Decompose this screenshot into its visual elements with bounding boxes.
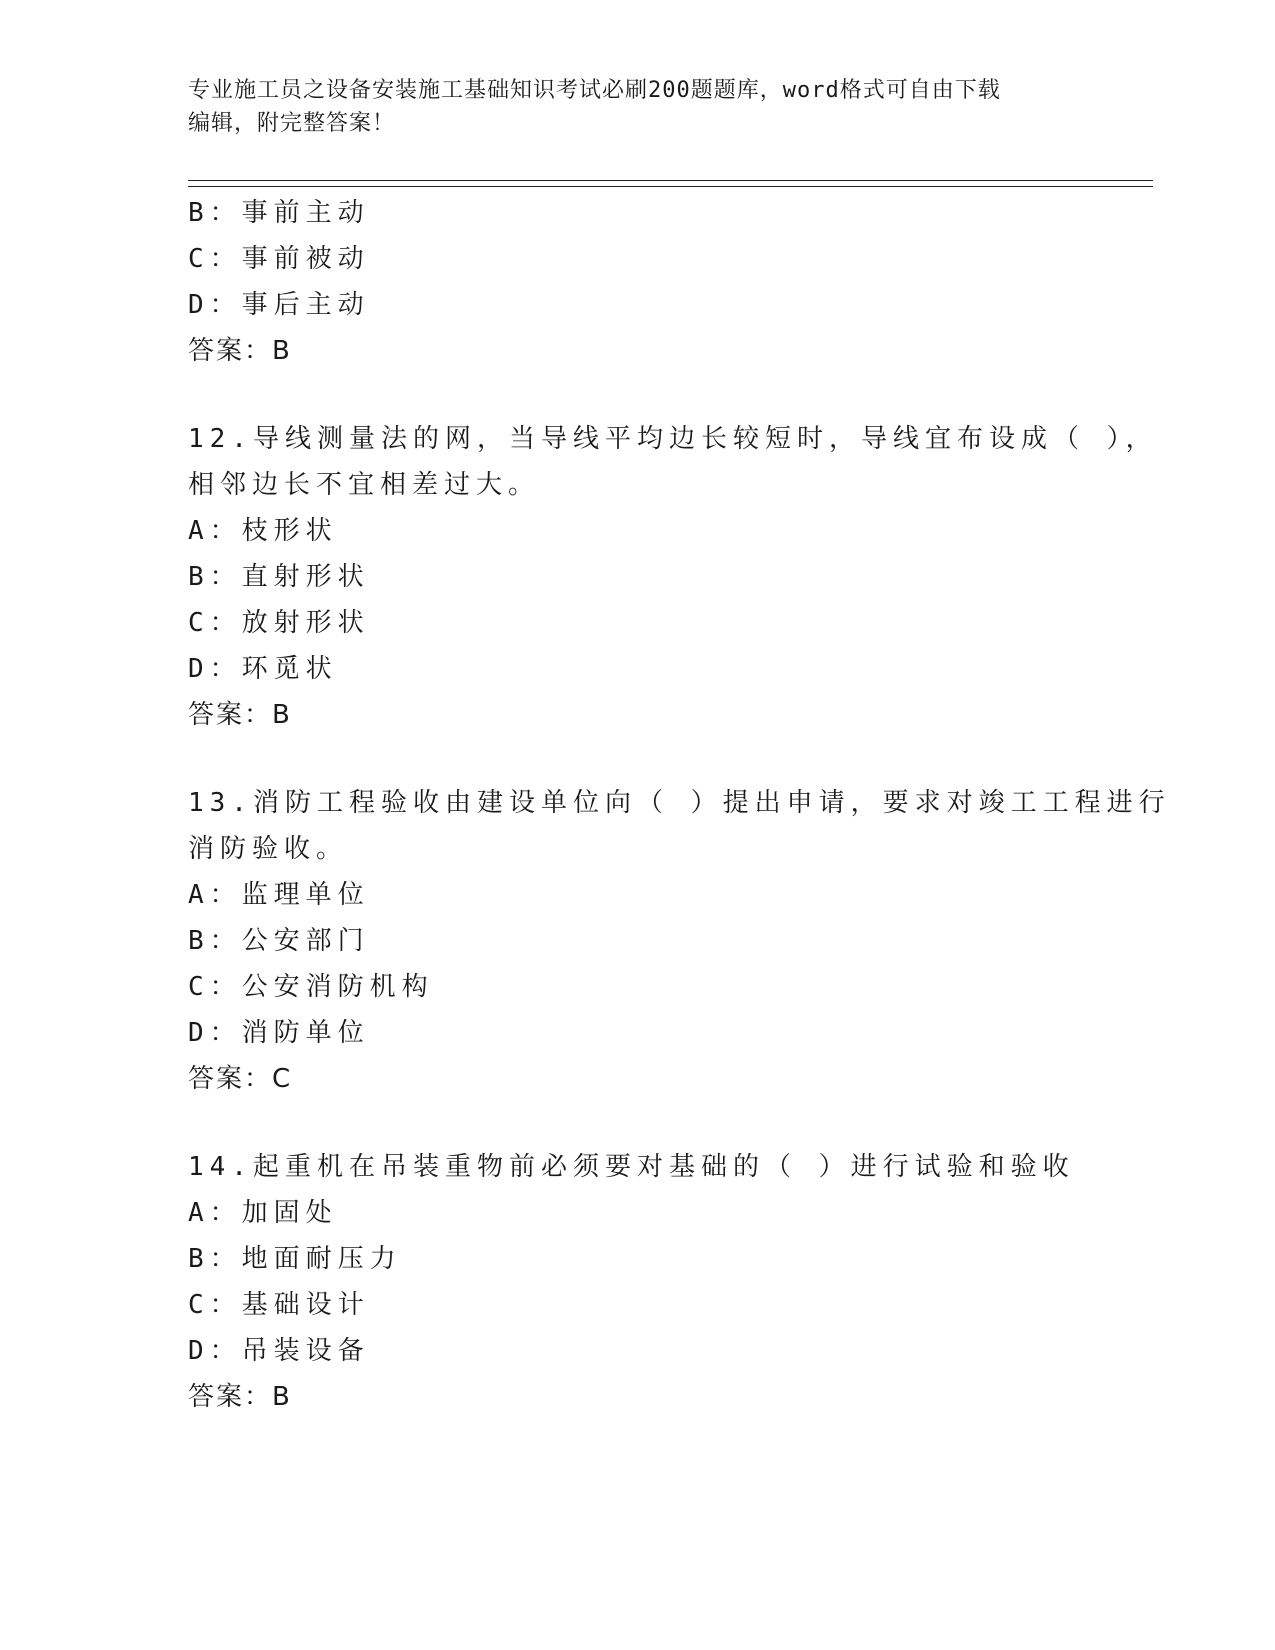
question-stem-line-1: 12.导线测量法的网，当导线平均边长较短时，导线宜布设成（ ）， xyxy=(188,424,1158,454)
question-stem-line-2: 消防验收。 xyxy=(188,834,349,864)
option-a: A：监理单位 xyxy=(188,880,370,910)
answer-line xyxy=(188,328,1088,374)
option-c: C：放射形状 xyxy=(188,608,370,638)
option-b: B：公安部门 xyxy=(188,926,370,956)
option-d: D：事后主动 xyxy=(188,290,370,320)
header-divider xyxy=(188,180,1153,187)
option-b: B：直射形状 xyxy=(188,562,370,592)
answer-label: 答案： xyxy=(188,336,273,366)
question-14 xyxy=(188,1144,1088,1420)
question-stem-line-1: 14.起重机在吊装重物前必须要对基础的（ ）进行试验和验收 xyxy=(188,1152,1075,1182)
question-stem-line-1: 13.消防工程验收由建设单位向（ ）提出申请，要求对竣工工程进行 xyxy=(188,788,1171,818)
option-b: B：地面耐压力 xyxy=(188,1244,402,1274)
question-stem-line-2: 相邻边长不宜相差过大。 xyxy=(188,470,541,500)
option-d: D：环觅状 xyxy=(188,654,338,684)
option-b: B：事前主动 xyxy=(188,198,370,228)
option-c: C：公安消防机构 xyxy=(188,972,434,1002)
answer-label: 答案： xyxy=(188,700,273,730)
answer-label: 答案： xyxy=(188,1064,273,1094)
option-c: C：基础设计 xyxy=(188,1290,370,1320)
option-d: D：吊装设备 xyxy=(188,1336,370,1366)
answer-line xyxy=(188,692,1088,738)
option-a: A：加固处 xyxy=(188,1198,338,1228)
question-13 xyxy=(188,780,1171,1102)
option-a: A：枝形状 xyxy=(188,516,338,546)
question-12 xyxy=(188,416,1158,738)
answer-line xyxy=(188,1056,1088,1102)
option-d: D：消防单位 xyxy=(188,1018,370,1048)
document-header xyxy=(188,74,1088,140)
option-c: C：事前被动 xyxy=(188,244,370,274)
header-title-line-2: 编辑，附完整答案！ xyxy=(188,111,396,136)
question-continued xyxy=(188,190,1088,374)
answer-value: B xyxy=(272,336,292,366)
answer-line xyxy=(188,1374,1088,1420)
answer-value: B xyxy=(272,700,292,730)
question-list xyxy=(188,190,1171,1420)
header-title-line-1: 专业施工员之设备安装施工基础知识考试必刷200题题库，word格式可自由下载 xyxy=(188,78,1001,103)
answer-label: 答案： xyxy=(188,1382,273,1412)
answer-value: C xyxy=(272,1064,293,1094)
answer-value: B xyxy=(272,1382,292,1412)
